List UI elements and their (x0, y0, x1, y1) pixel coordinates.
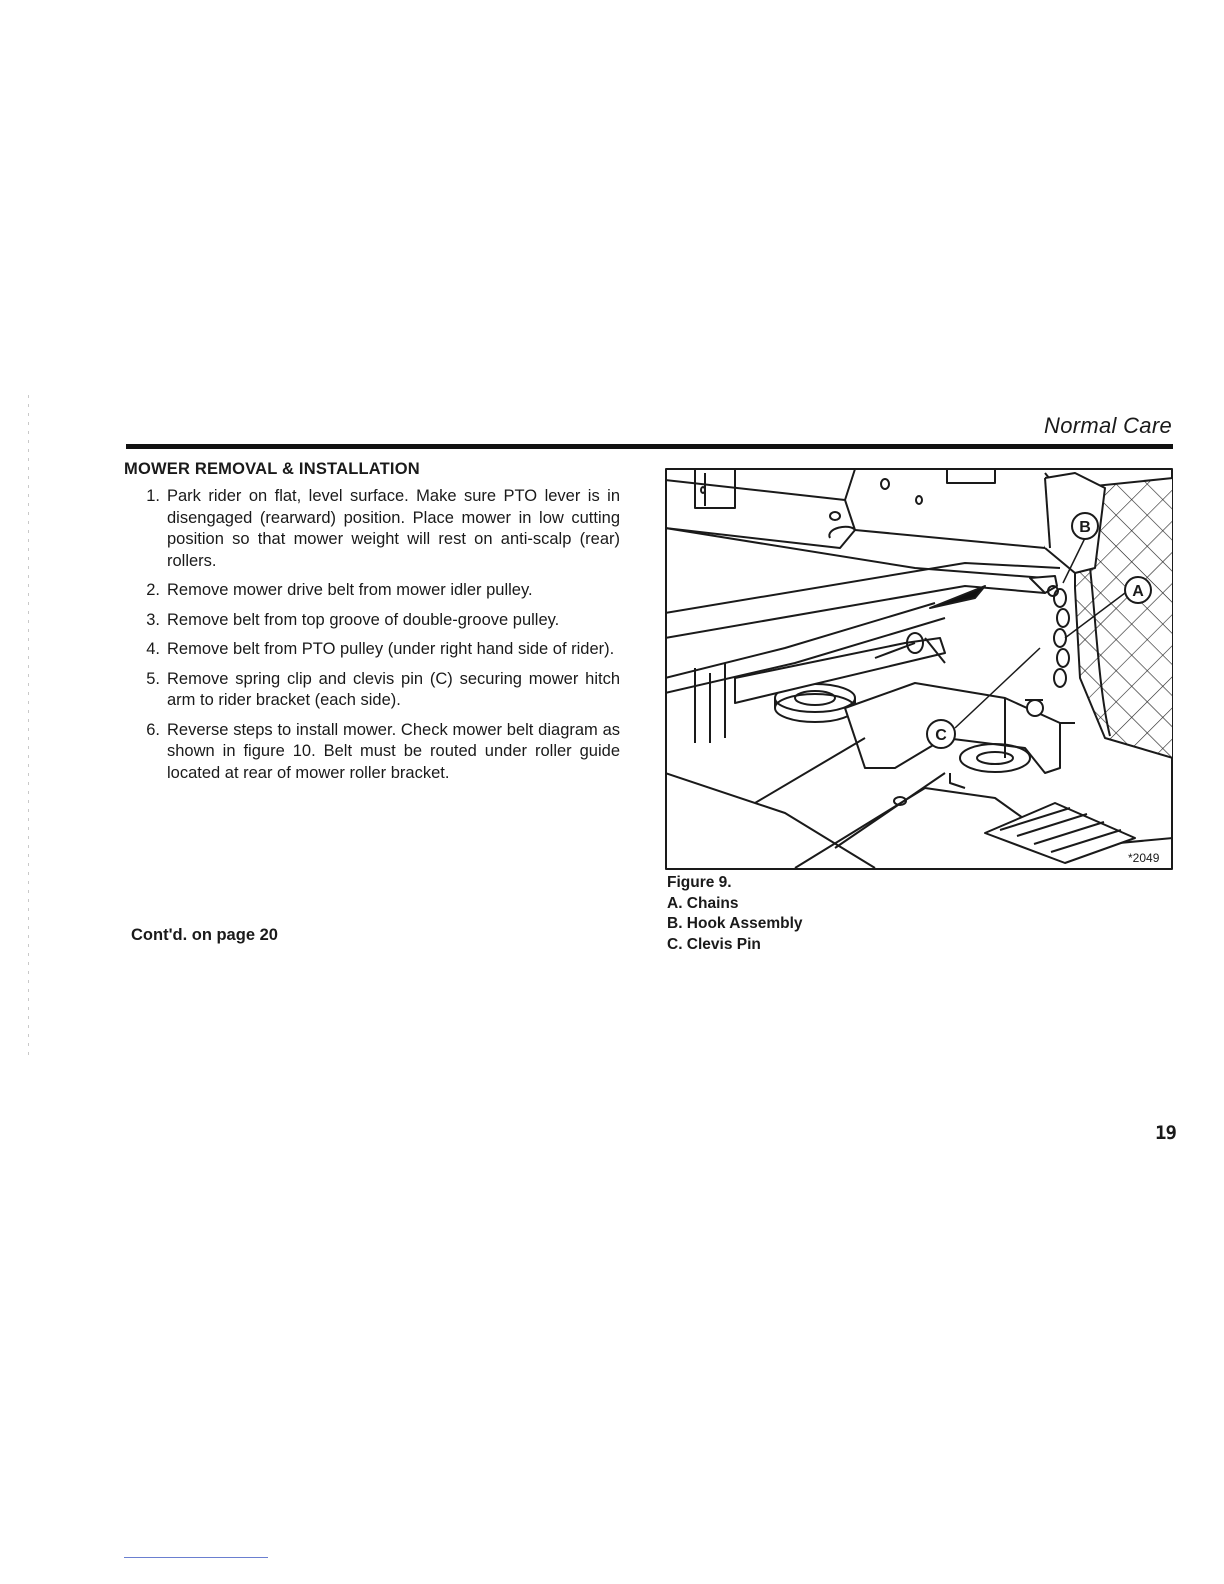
callout-a-label: A (1132, 583, 1144, 600)
step-item (124, 639, 620, 661)
art-number: *2049 (1128, 851, 1160, 865)
scan-edge-mark (28, 395, 29, 1055)
figure-9-illustration (665, 468, 1173, 870)
callout-b-label: B (1079, 519, 1091, 536)
continued-note: Cont'd. on page 20 (131, 926, 278, 944)
bottom-link-line (124, 1557, 268, 1558)
step-item (124, 486, 620, 572)
caption-item-a: A. Chains (667, 894, 739, 912)
steps-list (124, 486, 620, 784)
step-text: Remove spring clip and clevis pin (C) securing mower hitch arm to rider bracket (each side). (167, 669, 620, 709)
step-item (124, 669, 620, 712)
step-number: 1. (146, 487, 160, 505)
step-number: 4. (146, 640, 160, 658)
step-item (124, 580, 620, 602)
section-header: Normal Care (1044, 413, 1172, 438)
callout-a (1125, 577, 1151, 603)
caption-item-c: C. Clevis Pin (667, 935, 761, 953)
section-title: MOWER REMOVAL & INSTALLATION (124, 460, 420, 478)
caption-item-b: B. Hook Assembly (667, 915, 803, 932)
step-number: 2. (146, 581, 160, 599)
callout-c (927, 720, 955, 748)
step-item (124, 610, 620, 632)
step-number: 3. (146, 610, 160, 629)
step-number: 6. (146, 720, 160, 739)
step-item (124, 720, 620, 785)
callout-c-label: C (935, 727, 947, 744)
callout-b (1072, 513, 1098, 539)
caption-title: Figure 9. (667, 874, 732, 891)
instructions-column (124, 460, 620, 792)
step-text: Reverse steps to install mower. Check mower belt diagram as shown in figure 10. Belt must be routed under roller guide located at rear of mower roller bracket. (167, 720, 620, 782)
step-text: Park rider on flat, level surface. Make sure PTO lever is in disengaged (rearward) position. Place mower in low cutting position so that mower weight will rest on anti-scalp (rear) rollers. (167, 487, 620, 570)
step-text: Remove belt from PTO pulley (under right hand side of rider). (167, 640, 615, 658)
step-text: Remove belt from top groove of double-groove pulley. (167, 610, 560, 629)
step-number: 5. (146, 669, 160, 688)
step-text: Remove mower drive belt from mower idler pulley. (167, 581, 533, 599)
header-rule (126, 444, 1173, 449)
page-number: 19 (1155, 1122, 1176, 1144)
figure-caption (667, 873, 803, 955)
mower-hitch-drawing (665, 468, 1173, 870)
